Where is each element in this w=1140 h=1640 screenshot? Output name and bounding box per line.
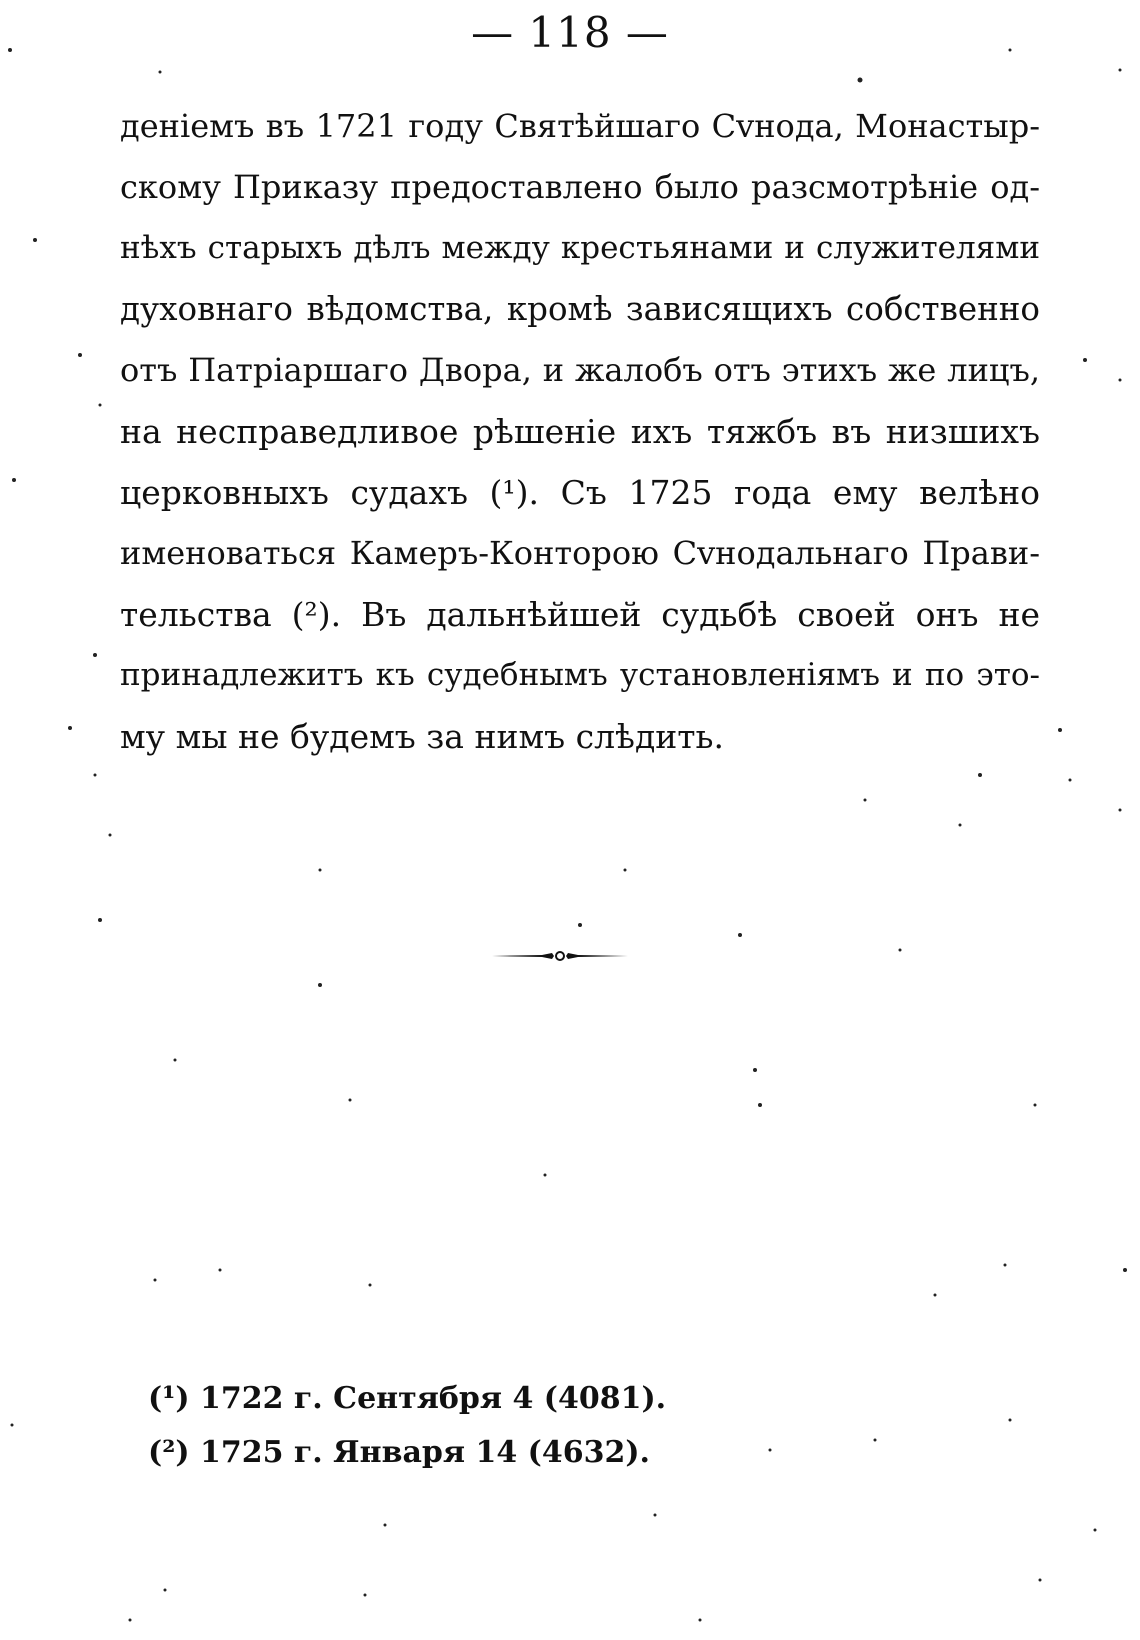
text-line: на несправедливое рѣшеніе ихъ тяжбъ въ низшихъ <box>120 412 1040 451</box>
body-text <box>120 96 1040 767</box>
text-line: отъ Патріаршаго Двора, и жалобъ отъ этихъ же лицъ, <box>120 351 1040 389</box>
text-line: нѣхъ старыхъ дѣлъ между крестьянами и служителями <box>120 230 1040 266</box>
text-line: именоваться Камеръ-Конторою Сvнодальнаго Прави- <box>120 534 1040 572</box>
text-line: церковныхъ судахъ (¹). Съ 1725 года ему велѣно <box>120 473 1040 512</box>
footnote: (²) 1725 г. Января 14 (4632). <box>148 1435 650 1470</box>
footnotes <box>148 1372 948 1480</box>
footnote: (¹) 1722 г. Сентября 4 (4081). <box>148 1381 667 1416</box>
page-number: — 118 — <box>471 8 669 57</box>
text-line: тельства (²). Въ дальнѣйшей судьбѣ своей онъ не <box>120 595 1040 634</box>
text-line: духовнаго вѣдомства, кромѣ зависящихъ собственно <box>120 290 1040 328</box>
text-line: му мы не будемъ за нимъ слѣдить. <box>120 717 724 756</box>
text-line: принадлежитъ къ судебнымъ установленіямъ и по это- <box>120 657 1040 693</box>
text-line: деніемъ въ 1721 году Святѣйшаго Сvнода, Монастыр- <box>120 107 1040 145</box>
text-line: скому Приказу предоставлено было разсмотрѣніе од- <box>120 168 1040 206</box>
ornament-divider <box>490 946 630 966</box>
